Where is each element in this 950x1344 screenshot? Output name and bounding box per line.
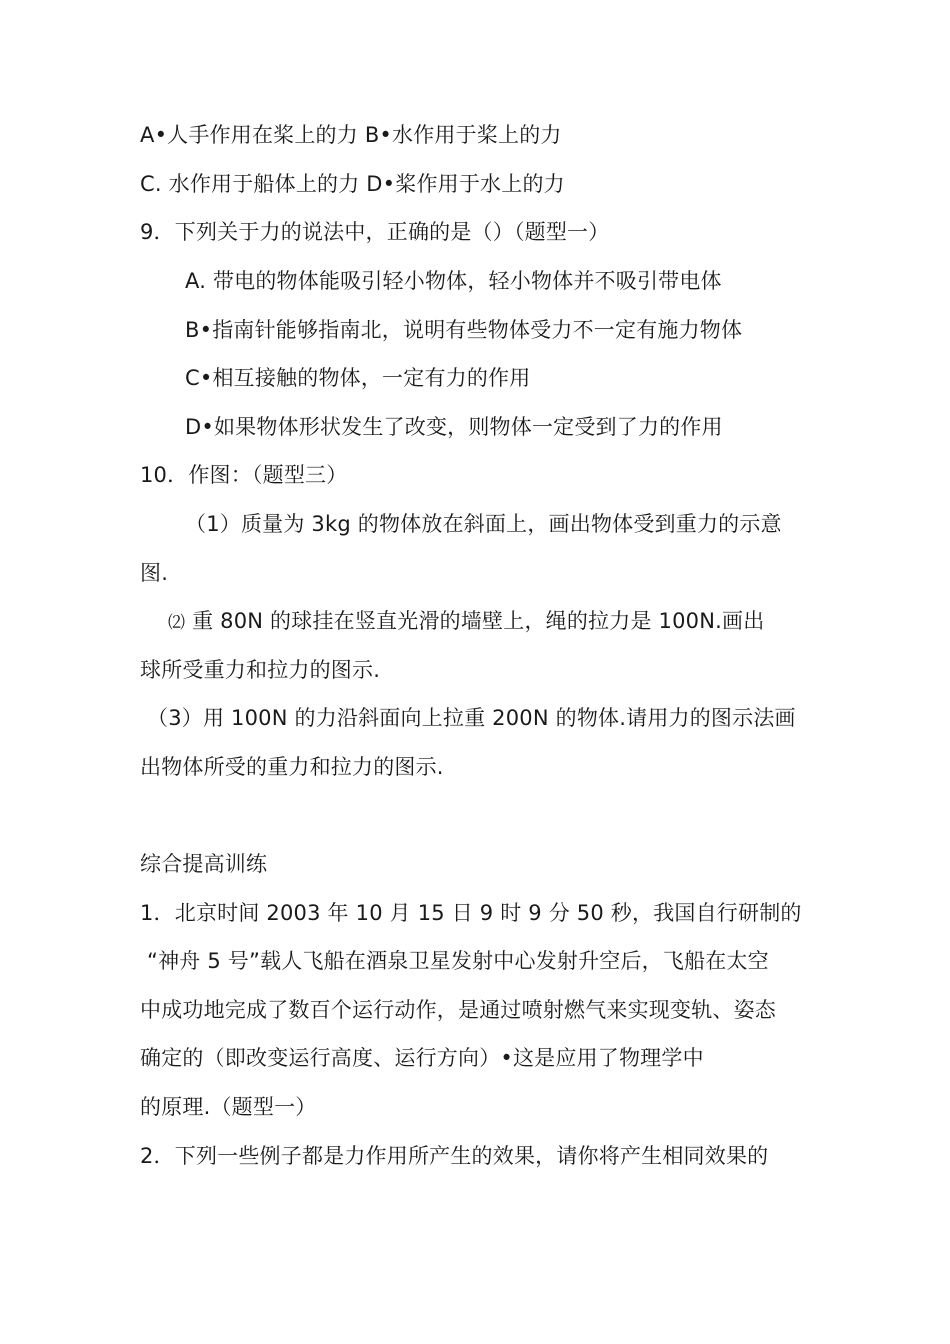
question-10-part-3-cont: 出物体所受的重力和拉力的图示. — [140, 755, 444, 779]
training-question-1-cont-4: 的原理.（题型一） — [140, 1095, 317, 1119]
question-9-stem: 9．下列关于力的说法中，正确的是（）（题型一） — [140, 220, 610, 244]
question-10-part-1-cont: 图. — [140, 561, 169, 585]
option-a-b-line: A•人手作用在桨上的力 B•水作用于桨上的力 — [140, 123, 562, 147]
question-9-option-d: D•如果物体形状发生了改变，则物体一定受到了力的作用 — [185, 415, 723, 439]
question-9-option-b: B•指南针能够指南北，说明有些物体受力不一定有施力物体 — [185, 318, 743, 342]
question-10-part-2 — [168, 606, 764, 638]
training-question-1-cont-2: 中成功地完成了数百个运行动作，是通过喷射燃气来实现变轨、姿态 — [140, 998, 776, 1022]
training-question-1-cont-1: “神舟 5 号”载人飞船在酒泉卫星发射中心发射升空后，飞船在太空 — [147, 949, 769, 973]
question-9-option-a: A. 带电的物体能吸引轻小物体，轻小物体并不吸引带电体 — [185, 269, 722, 293]
part-2-marker: ⑵ — [168, 613, 186, 633]
training-question-1-cont-3: 确定的（即改变运行高度、运行方向）•这是应用了物理学中 — [140, 1046, 704, 1070]
option-c-d-line: C. 水作用于船体上的力 D•桨作用于水上的力 — [140, 172, 565, 196]
question-10-part-1: （1）质量为 3kg 的物体放在斜面上，画出物体受到重力的示意 — [185, 512, 782, 536]
training-question-1: 1．北京时间 2003 年 10 月 15 日 9 时 9 分 50 秒，我国自行研制的 — [140, 901, 802, 925]
part-2-text: 重 80N 的球挂在竖直光滑的墙壁上，绳的拉力是 100N.画出 — [185, 609, 765, 633]
question-10-stem: 10．作图：（题型三） — [140, 463, 348, 487]
question-10-part-2-cont: 球所受重力和拉力的图示. — [140, 658, 381, 682]
section-heading: 综合提高训练 — [140, 852, 268, 876]
question-9-option-c: C•相互接触的物体，一定有力的作用 — [185, 366, 531, 390]
question-10-part-3: （3）用 100N 的力沿斜面向上拉重 200N 的物体.请用力的图示法画 — [147, 706, 796, 730]
training-question-2: 2．下列一些例子都是力作用所产生的效果，请你将产生相同效果的 — [140, 1144, 769, 1168]
